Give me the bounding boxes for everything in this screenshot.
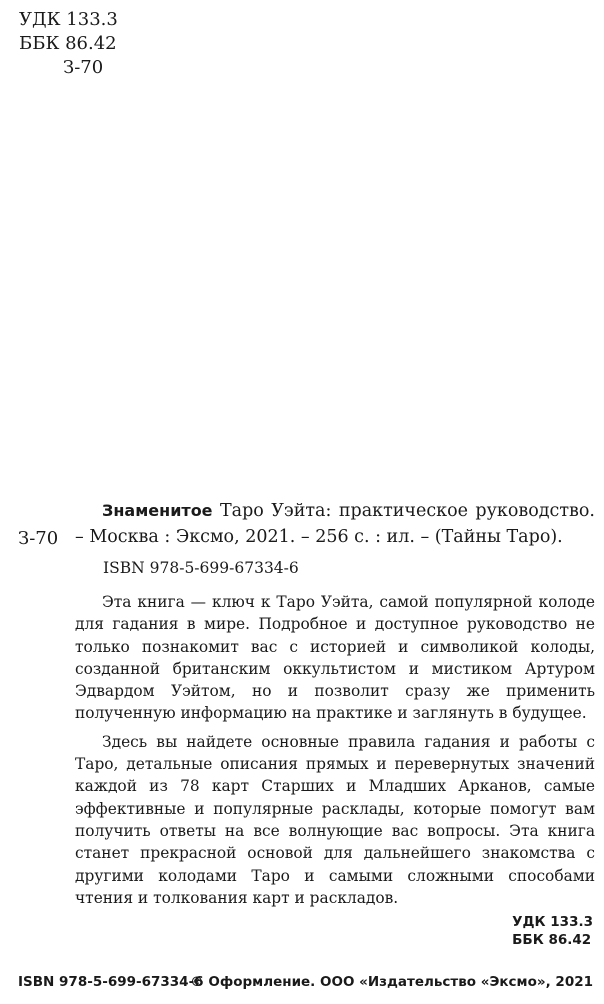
book-title-bold: Знаменитое	[102, 501, 213, 520]
annotation-paragraph: Здесь вы найдете основные правила гадания и работы с Таро, детальные описания прямых и перевернутых значений каждой из 78 карт Старших и Младших Арканов, самые эффективные и популярные расклады, которые помогут вам получить ответы на все волнующие вас вопросы. Эта книга станет прекрасной основой для дальнейшего знакомства с другими колодами Таро и самыми сложными способами чтения и толкования карт и раскладов.	[75, 732, 595, 907]
bottom-udk-code: УДК 133.3	[512, 914, 593, 930]
footer-isbn: ISBN 978-5-699-67334-6	[18, 974, 204, 990]
bibliographic-text: Таро Уэйта: практическое руководство. – Москва : Эксмо, 2021. – 256 с. : ил. – (Тайны Таро).	[75, 501, 595, 547]
classification-codes	[19, 8, 118, 80]
author-mark: З-70	[18, 528, 59, 549]
udk-code: УДК 133.3	[19, 9, 118, 30]
isbn-line: ISBN 978-5-699-67334-6	[103, 559, 299, 577]
bibliographic-description	[75, 498, 595, 550]
bbk-code: ББК 86.42	[19, 33, 117, 54]
bottom-classification-codes	[512, 913, 593, 949]
annotation	[75, 591, 595, 909]
annotation-paragraph: Эта книга — ключ к Таро Уэйта, самой популярной колоде для гадания в мире. Подробное и доступное руководство не только познакомит вас с историей и символикой колоды, созданной британским оккультистом и мистиком Артуром Эдвардом Уэйтом, но и позволит сразу же применить полученную информацию на практике и заглянуть в будущее.	[75, 593, 595, 723]
bibliographic-entry	[75, 498, 595, 550]
bottom-bbk-code: ББК 86.42	[512, 932, 592, 948]
footer-copyright: © Оформление. ООО «Издательство «Эксмо», 2021	[190, 974, 593, 990]
author-mark-code: З-70	[63, 57, 104, 78]
